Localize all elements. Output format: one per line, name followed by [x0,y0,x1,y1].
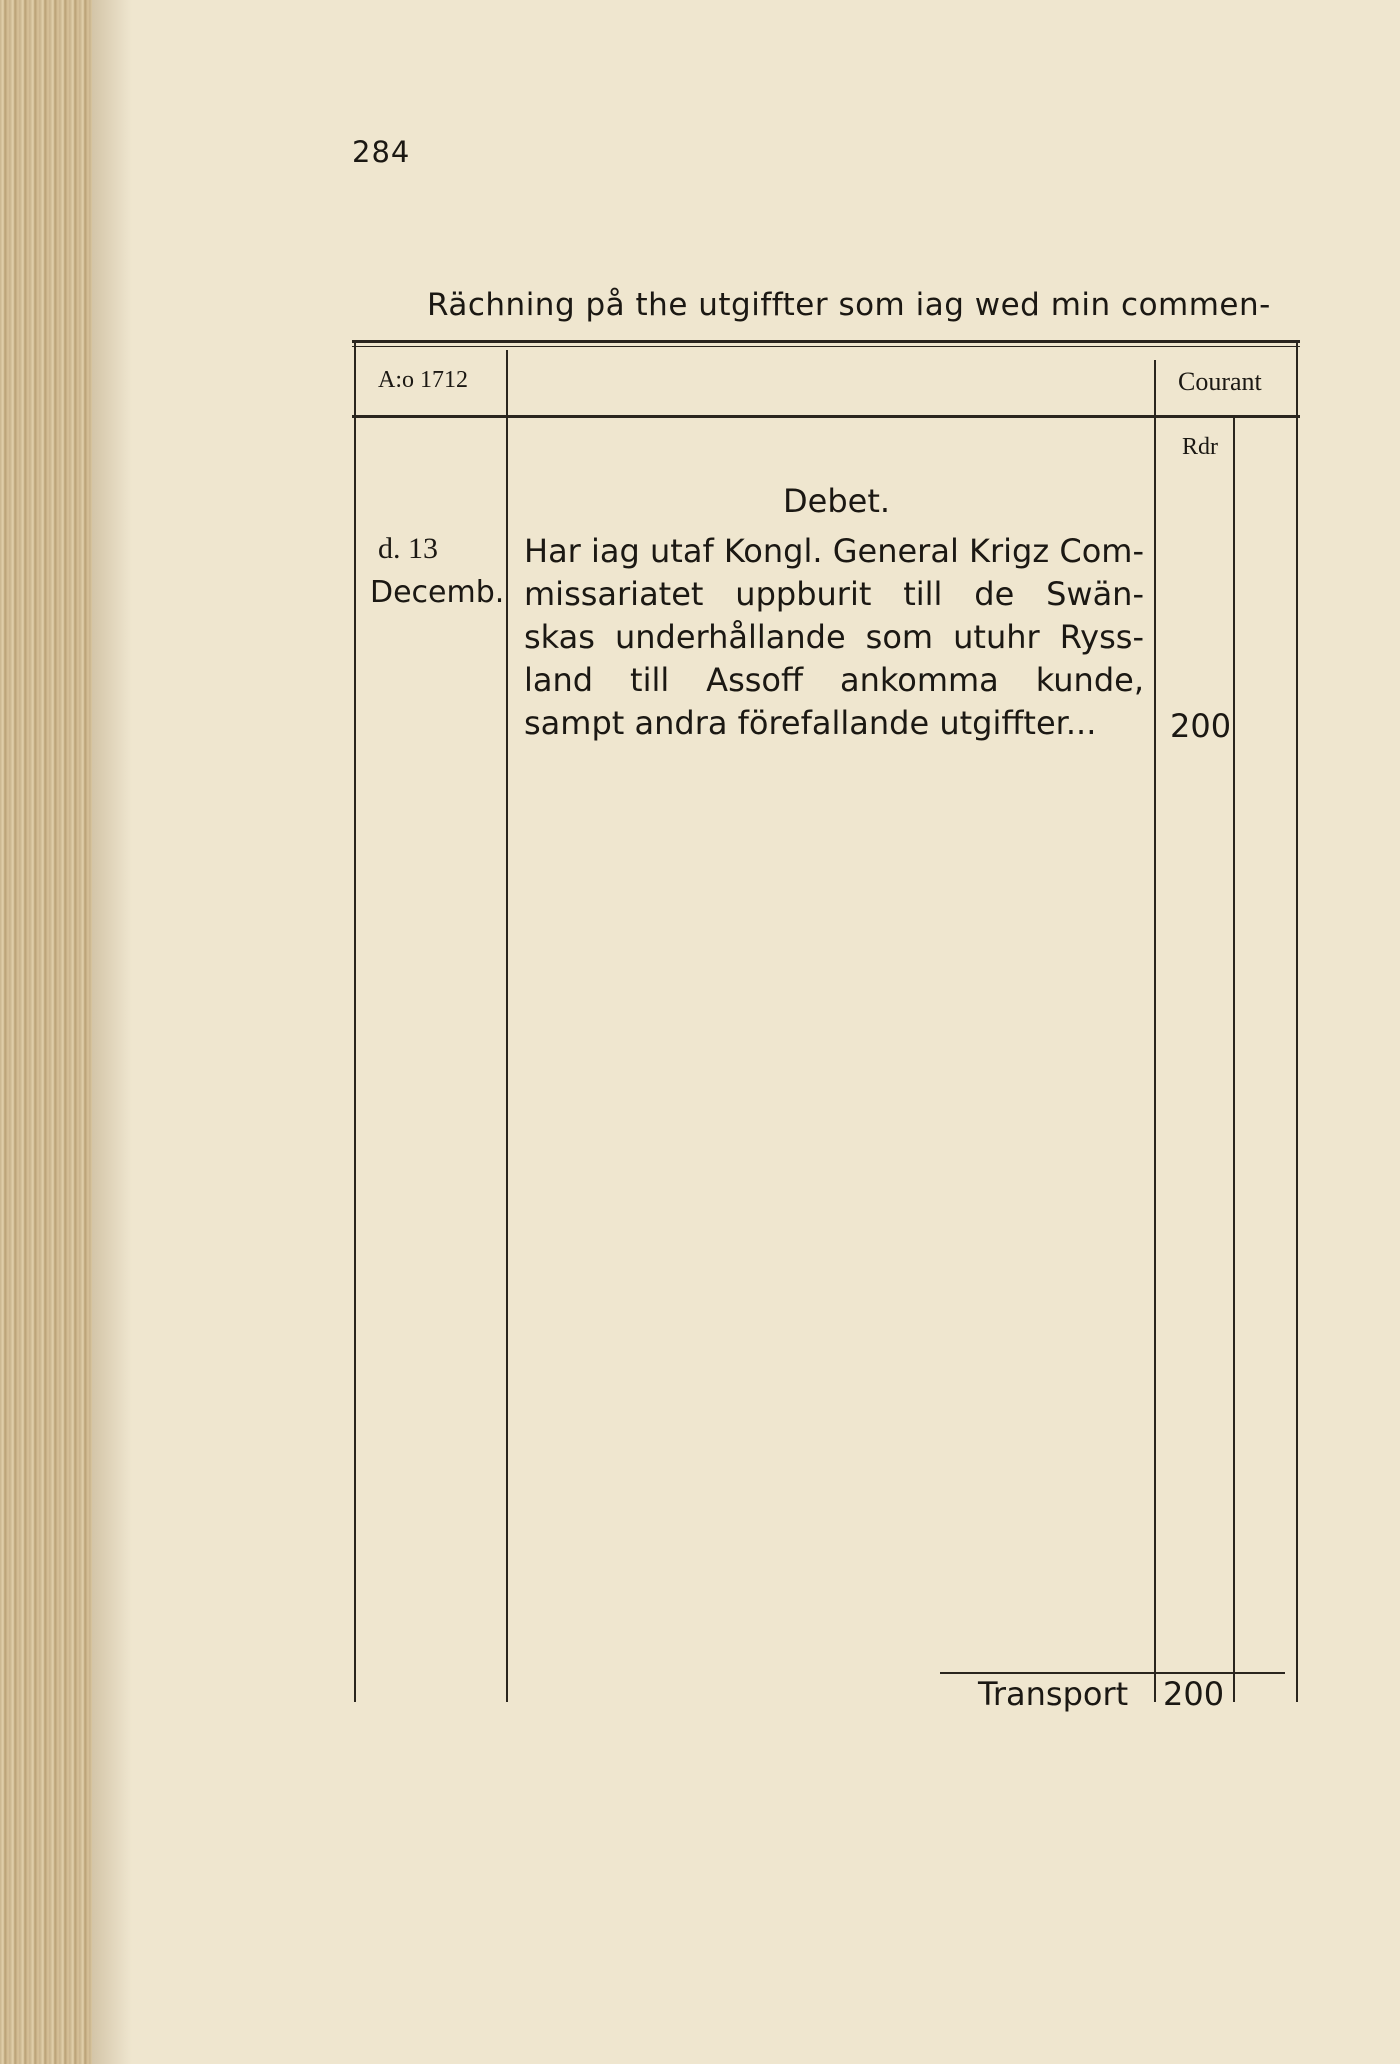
entry-line: skas underhållande som utuhr Ryss- [524,618,1144,656]
page-heading: Rächning på the utgiffter som iag wed min commen- [427,287,1271,323]
transport-label: Transport [978,1675,1129,1713]
header-currency: Courant [1178,367,1262,396]
entry-date-day: d. 13 [378,532,438,565]
right-border [1296,340,1298,1702]
entry-line: missariatet uppburit till de Swän- [524,575,1144,613]
unit-label: Rdr [1182,434,1218,460]
amount-column-divider [1154,360,1156,1702]
entry-amount: 200 [1170,707,1232,745]
entry-line: Har iag utaf Kongl. General Krigz Com- [524,532,1144,570]
transport-amount: 200 [1163,1675,1225,1713]
page-number: 284 [352,135,411,169]
gutter-shadow [92,0,132,2064]
book-gutter [0,0,92,2064]
cents-column-divider [1233,418,1235,1702]
entry-date-month: Decemb. [370,575,505,610]
entry-line: land till Assoff ankomma kunde, [524,661,1144,699]
top-rule [352,340,1300,343]
date-column-divider [506,350,508,1702]
transport-rule [940,1672,1285,1674]
header-year: A:o 1712 [378,367,468,393]
section-title: Debet. [783,482,891,520]
entry-line: sampt andra förefallande utgiffter... [524,704,1097,742]
top-rule-inner [352,346,1300,347]
left-border [354,340,356,1702]
entry-text [524,530,1144,745]
header-rule [352,415,1300,418]
